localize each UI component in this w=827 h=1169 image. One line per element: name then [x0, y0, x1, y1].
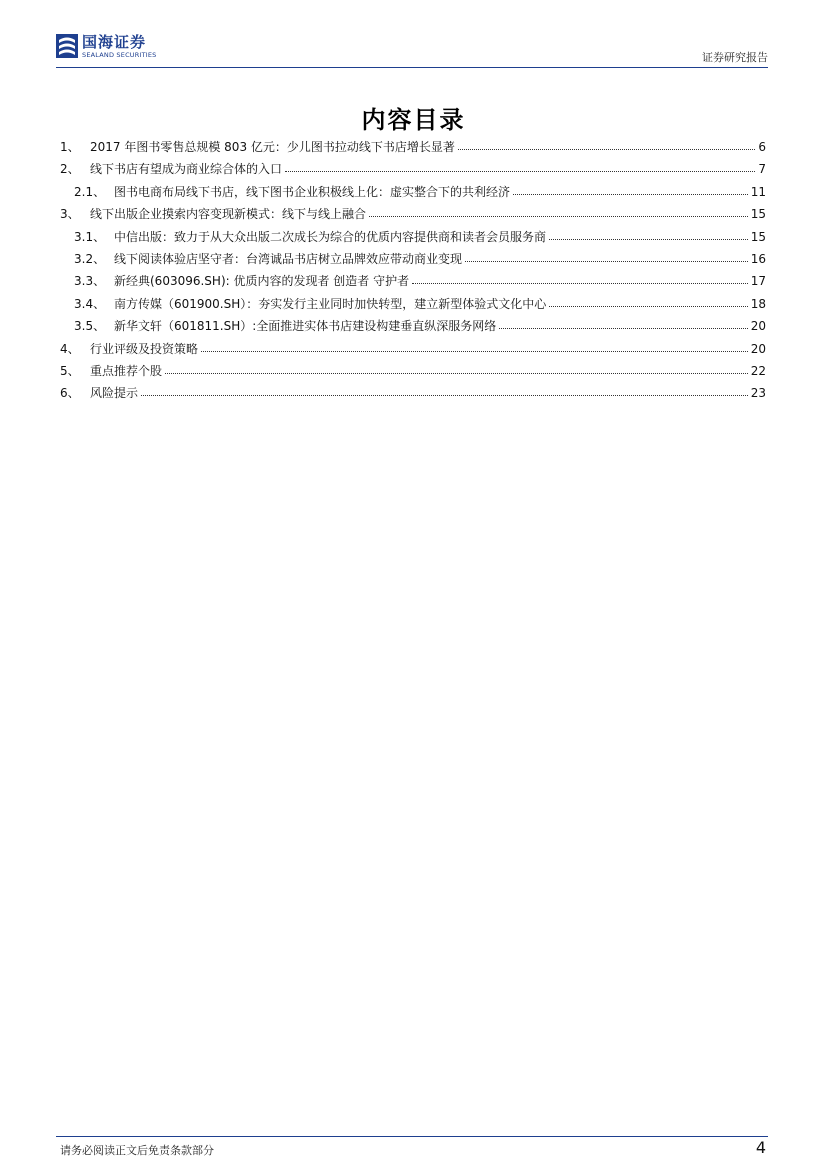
toc-entry-page: 16: [750, 251, 766, 266]
toc-entry-page: 20: [750, 341, 766, 356]
toc-entry-number: 3.5、: [74, 319, 106, 334]
toc-entry-page: 15: [750, 207, 766, 222]
toc-entry-title: 线下阅读体验店坚守者：台湾诚品书店树立品牌效应带动商业变现: [114, 251, 463, 266]
toc-entry-page: 11: [750, 184, 766, 199]
toc-leader-dots: [499, 327, 747, 329]
toc-leader-dots: [549, 305, 747, 307]
toc-leader-dots: [201, 350, 748, 352]
toc-entry-page: 17: [750, 274, 766, 289]
toc-entry-number: 3.4、: [74, 296, 106, 311]
toc-entry-page: 6: [758, 140, 766, 154]
toc-leader-dots: [549, 238, 748, 240]
footer-divider: [56, 1136, 768, 1137]
toc-entry-number: 2.1、: [74, 184, 106, 199]
toc-entry[interactable]: [60, 362, 766, 384]
page-number: 4: [755, 1138, 766, 1157]
toc-entry-title: 新经典(603096.SH): 优质内容的发现者 创造者 守护者: [114, 274, 410, 289]
toc-entry[interactable]: [60, 183, 766, 205]
toc-entry-title: 中信出版：致力于从大众出版二次成长为综合的优质内容提供商和读者会员服务商: [114, 229, 547, 244]
toc-entry[interactable]: [60, 384, 766, 406]
toc-leader-dots: [412, 282, 748, 284]
toc-entry[interactable]: [60, 295, 766, 317]
toc-entry-title: 重点推荐个股: [90, 363, 163, 378]
toc-entry[interactable]: [60, 138, 766, 160]
toc-entry-title: 风险提示: [90, 386, 139, 401]
toc-entry-title: 线下出版企业摸索内容变现新模式：线下与线上融合: [90, 207, 367, 222]
toc-leader-dots: [513, 193, 748, 195]
toc-entry-number: 3.3、: [74, 274, 106, 289]
toc-leader-dots: [141, 394, 748, 396]
toc-leader-dots: [285, 170, 755, 172]
toc-entry[interactable]: [60, 340, 766, 362]
toc-entry-number: 3.2、: [74, 251, 106, 266]
toc-entry[interactable]: [60, 228, 766, 250]
toc-entry-page: 18: [750, 296, 766, 311]
toc-entry-page: 23: [750, 386, 766, 401]
toc-entry-number: 5、: [60, 363, 80, 378]
toc-entry-title: 新华文轩（601811.SH）:全面推进实体书店建设构建垂直纵深服务网络: [114, 319, 497, 334]
report-type-label: 证券研究报告: [702, 51, 768, 64]
toc-entry[interactable]: [60, 160, 766, 182]
toc-entry-page: 20: [750, 319, 766, 334]
toc-entry-number: 2、: [60, 162, 80, 177]
toc-entry-page: 7: [758, 162, 766, 177]
header-divider: [56, 67, 768, 68]
toc-leader-dots: [465, 260, 748, 262]
page-header: [56, 34, 768, 70]
toc-entry-number: 3.1、: [74, 229, 106, 244]
toc-leader-dots: [165, 372, 748, 374]
logo-english-name: SEALAND SECURITIES: [82, 51, 157, 59]
toc-entry-number: 1、: [60, 140, 80, 154]
toc-entry-title: 行业评级及投资策略: [90, 341, 199, 356]
logo-chinese-name: 国海证券: [82, 33, 147, 51]
toc-leader-dots: [458, 148, 755, 150]
toc-entry-number: 6、: [60, 386, 80, 401]
toc-entry-title: 图书电商布局线下书店，线下图书企业积极线上化：虚实整合下的共利经济: [114, 184, 511, 199]
page-title: 内容目录: [361, 106, 466, 134]
toc-leader-dots: [369, 215, 748, 217]
toc-entry-page: 22: [750, 363, 766, 378]
sealand-logo-icon: [56, 34, 78, 58]
toc-entry-number: 3、: [60, 207, 80, 222]
toc-entry-page: 15: [750, 229, 766, 244]
toc-entry[interactable]: [60, 317, 766, 339]
footer-disclaimer: 请务必阅读正文后免责条款部分: [60, 1144, 214, 1157]
toc-entry-title: 南方传媒（601900.SH）：夯实发行主业同时加快转型，建立新型体验式文化中心: [114, 296, 547, 311]
toc-entry[interactable]: [60, 272, 766, 294]
toc-entry-number: 4、: [60, 341, 80, 356]
toc-entry[interactable]: [60, 205, 766, 227]
table-of-contents: [60, 138, 766, 407]
toc-entry-title: 2017 年图书零售总规模 803 亿元：少儿图书拉动线下书店增长显著: [90, 140, 455, 154]
toc-entry-title: 线下书店有望成为商业综合体的入口: [90, 162, 283, 177]
company-logo: [56, 34, 157, 59]
toc-entry[interactable]: [60, 250, 766, 272]
